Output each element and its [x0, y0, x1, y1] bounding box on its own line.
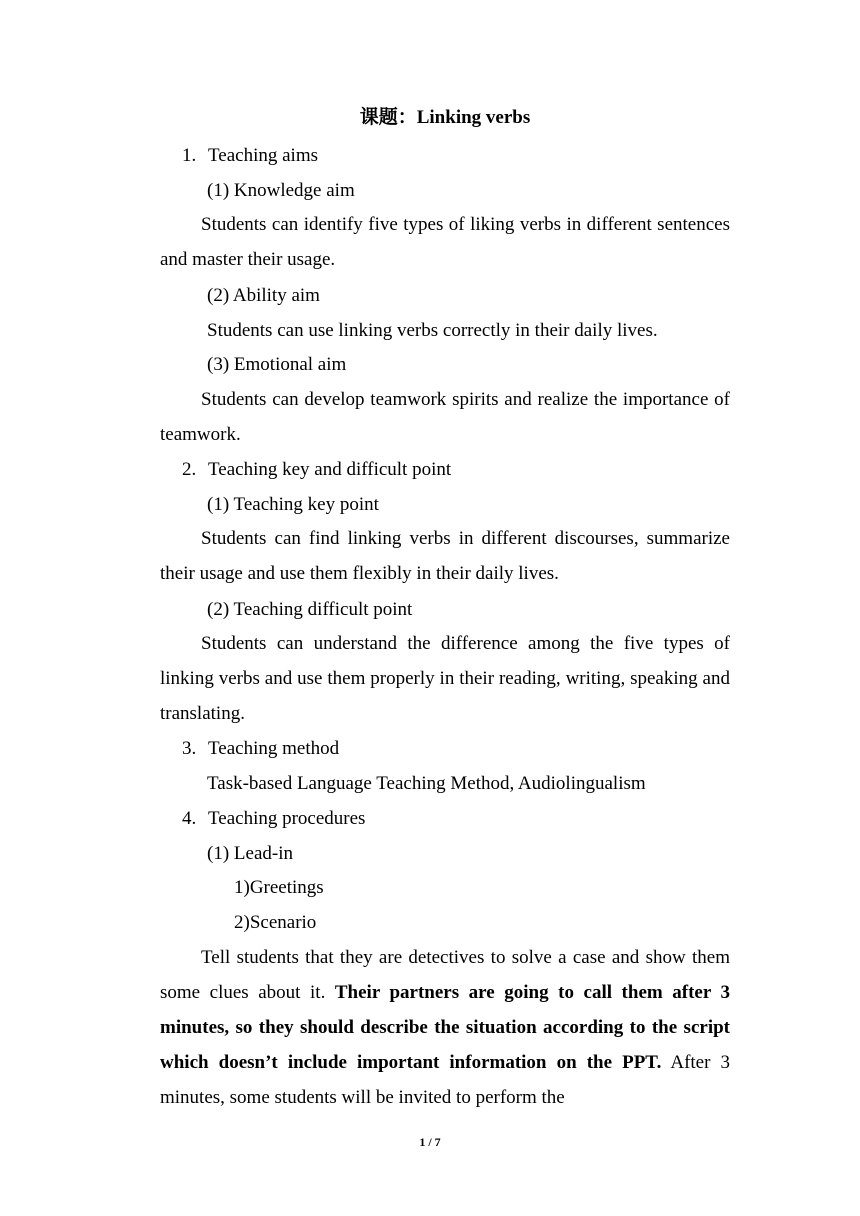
list-item-scenario: 2)Scenario: [234, 912, 317, 933]
section-heading-1: [182, 142, 318, 170]
paragraph-difficult-point: Students can understand the difference among the five types of linking verbs and use them properly in their reading, writing, speaking and translating.: [160, 633, 730, 724]
list-item-greetings: 1)Greetings: [234, 877, 324, 898]
section-title: Teaching aims: [208, 145, 318, 166]
paragraph-teaching-method: Task-based Language Teaching Method, Audiolingualism: [207, 773, 646, 794]
paragraph-emotional-aim: Students can develop teamwork spirits and realize the importance of teamwork.: [160, 389, 730, 445]
subheading-key-point: (1) Teaching key point: [207, 494, 379, 515]
paragraph-text: After 3 minutes, some students will be invited to perform the: [160, 1052, 730, 1108]
paragraph-text: Tell students that they are detectives to solve a case and show them some clues about it.: [160, 947, 730, 1003]
paragraph-knowledge-aim: Students can identify five types of liking verbs in different sentences and master their usage.: [160, 214, 730, 270]
section-heading-4: [182, 805, 365, 833]
page-number: 1 / 7: [419, 1135, 441, 1149]
paragraph-ability-aim: Students can use linking verbs correctly in their daily lives.: [207, 320, 658, 341]
section-number: 1.: [182, 145, 197, 166]
paragraph-bold-text: Their partners are going to call them after 3 minutes, so they should describe the situation according to the script which doesn’t include important information on the PPT.: [160, 982, 730, 1073]
subheading-difficult-point: (2) Teaching difficult point: [207, 599, 413, 620]
subheading-lead-in: (1) Lead-in: [207, 843, 293, 864]
section-number: 3.: [182, 738, 197, 759]
paragraph-scenario: [160, 940, 730, 1115]
section-heading-2: [182, 456, 451, 484]
paragraph-key-point: Students can find linking verbs in different discourses, summarize their usage and use them flexibly in their daily lives.: [160, 528, 730, 584]
section-number: 4.: [182, 808, 197, 829]
section-heading-3: [182, 735, 339, 763]
section-title: Teaching key and difficult point: [208, 459, 452, 480]
section-title: Teaching method: [208, 738, 340, 759]
subheading-emotional-aim: (3) Emotional aim: [207, 354, 347, 375]
section-number: 2.: [182, 459, 197, 480]
section-title: Teaching procedures: [208, 808, 366, 829]
subheading-knowledge-aim: (1) Knowledge aim: [207, 180, 355, 201]
document-title: 课题：Linking verbs: [359, 107, 531, 128]
subheading-ability-aim: (2) Ability aim: [207, 285, 320, 306]
